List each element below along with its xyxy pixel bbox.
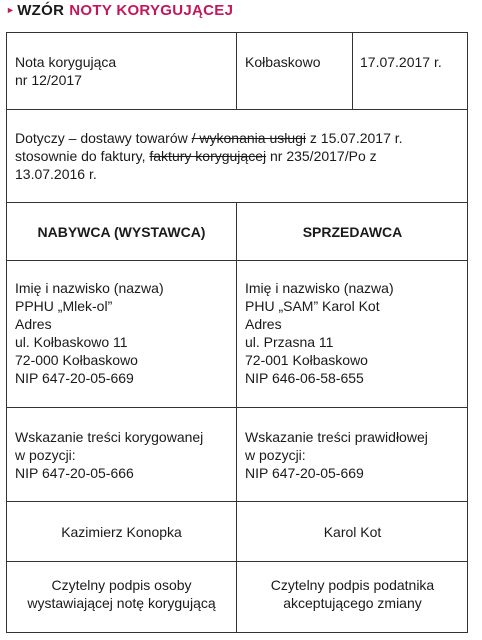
date-cell (360, 53, 465, 71)
note-title: Nota korygująca (15, 54, 117, 70)
corrected-content-cell (15, 428, 233, 482)
correct-value: NIP 647-20-05-669 (245, 465, 364, 481)
heading-prefix: WZÓR (17, 1, 65, 19)
place: Kołbaskowo (245, 54, 321, 70)
seller-signature-caption (237, 576, 468, 612)
buyer-street: ul. Kołbaskowo 11 (15, 334, 128, 350)
concerns-line-2 (15, 147, 465, 165)
column-divider (236, 33, 237, 109)
seller-signature-line-2: akceptującego zmiany (283, 595, 422, 611)
note-number-cell (15, 53, 230, 89)
correct-position-label: w pozycji: (245, 447, 306, 463)
seller-signature-line-1: Czytelny podpis podatnika (270, 577, 435, 593)
buyer-nip: NIP 647-20-05-669 (15, 370, 134, 386)
buyer-header: NABYWCA (WYSTAWCA) (37, 223, 206, 240)
seller-nip: NIP 646-06-58-655 (245, 370, 364, 386)
note-number: nr 12/2017 (15, 72, 82, 88)
row-divider (7, 407, 467, 408)
buyer-details (15, 279, 230, 387)
concerns-text: Dotyczy – dostawy towarów (15, 130, 192, 146)
row-divider (7, 260, 467, 261)
buyer-name-label: Imię i nazwisko (nazwa) (15, 280, 164, 296)
struck-correction-invoice-text: faktury korygującej (149, 148, 267, 164)
buyer-signature-line-1: Czytelny podpis osoby (51, 577, 192, 593)
seller-person-name: Karol Kot (323, 523, 382, 540)
concerns-date: z 15.07.2017 r. (306, 130, 403, 146)
corrected-content-label: Wskazanie treści korygowanej (15, 429, 204, 445)
buyer-address-label: Adres (15, 316, 52, 332)
arrow-icon: ► (6, 5, 16, 15)
correct-content-label: Wskazanie treści prawidłowej (245, 429, 428, 445)
column-divider (236, 202, 237, 633)
column-divider (352, 33, 353, 109)
corrected-position-label: w pozycji: (15, 447, 76, 463)
date: 17.07.2017 r. (360, 54, 442, 70)
row-divider (7, 109, 467, 110)
buyer-city: 72-000 Kołbaskowo (15, 352, 138, 368)
seller-details (245, 279, 465, 387)
heading-title: NOTY KORYGUJĄCEJ (69, 1, 234, 19)
seller-header: SPRZEDAWCA (302, 223, 403, 240)
seller-name: PHU „SAM” Karol Kot (245, 298, 380, 314)
buyer-person-name: Kazimierz Konopka (61, 523, 182, 540)
concerns-line-1 (15, 129, 465, 147)
seller-address-label: Adres (245, 316, 282, 332)
seller-city: 72-001 Kołbaskowo (245, 352, 368, 368)
seller-street: ul. Przasna 11 (245, 334, 334, 350)
place-cell (245, 53, 350, 71)
invoice-number: nr 235/2017/Po z (266, 148, 377, 164)
document-heading (6, 0, 233, 20)
struck-service-text: / wykonania usługi (191, 130, 307, 146)
correction-note-table (6, 32, 468, 633)
buyer-signature-line-2: wystawiającej notę korygującą (27, 595, 216, 611)
row-divider (7, 561, 467, 562)
concerns-cell (15, 129, 465, 183)
buyer-name: PPHU „Mlek-ol” (15, 298, 113, 314)
corrected-value: NIP 647-20-05-666 (15, 465, 134, 481)
seller-name-label: Imię i nazwisko (nazwa) (245, 280, 394, 296)
invoice-text: stosownie do faktury, (15, 148, 150, 164)
concerns-line-3: 13.07.2016 r. (15, 166, 97, 182)
correct-content-cell (245, 428, 465, 482)
buyer-signature-caption (7, 576, 236, 612)
